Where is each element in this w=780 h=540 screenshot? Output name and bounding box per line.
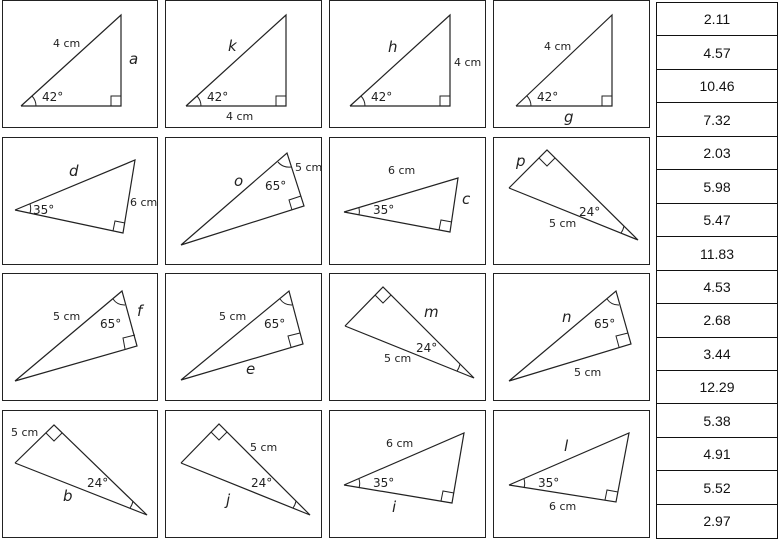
side-label: 5 cm — [295, 161, 323, 174]
triangle-diagram — [494, 274, 651, 402]
answer-box: 3.44 — [656, 337, 778, 372]
unknown-label: j — [226, 491, 231, 509]
side-label: 4 cm — [53, 37, 81, 50]
answer-box: 2.03 — [656, 136, 778, 171]
answer-box: 5.47 — [656, 203, 778, 238]
answer-box: 2.68 — [656, 303, 778, 338]
triangle-diagram — [494, 1, 651, 129]
triangle-diagram — [330, 274, 487, 402]
triangle-card-15 — [329, 410, 486, 538]
triangle-card-13 — [2, 410, 158, 538]
triangle-diagram — [330, 138, 487, 266]
angle-label: 35° — [538, 476, 560, 490]
side-label: 6 cm — [386, 437, 414, 450]
side-label: 5 cm — [11, 426, 39, 439]
answer-box: 5.38 — [656, 403, 778, 438]
angle-label: 42° — [207, 90, 229, 104]
answer-box: 11.83 — [656, 236, 778, 271]
triangle-diagram — [3, 138, 159, 266]
answer-box: 12.29 — [656, 370, 778, 405]
angle-label: 65° — [265, 179, 287, 193]
angle-label: 65° — [594, 317, 616, 331]
unknown-label: m — [424, 303, 439, 321]
triangle-diagram — [330, 411, 487, 539]
triangle-card-5 — [2, 137, 158, 265]
side-label: 5 cm — [219, 310, 247, 323]
unknown-label: f — [137, 302, 143, 320]
triangle-diagram — [330, 1, 487, 129]
unknown-label: a — [129, 50, 139, 68]
angle-label: 35° — [33, 203, 55, 217]
triangle-diagram — [3, 274, 159, 402]
side-label: 5 cm — [53, 310, 81, 323]
answer-box: 5.52 — [656, 470, 778, 505]
side-label: 4 cm — [544, 40, 572, 53]
triangle-card-1 — [2, 0, 158, 128]
angle-label: 24° — [416, 341, 438, 355]
unknown-label: b — [63, 487, 73, 505]
unknown-label: h — [388, 38, 398, 56]
triangle-diagram — [166, 1, 323, 129]
side-label: 5 cm — [384, 352, 412, 365]
triangle-card-3 — [329, 0, 486, 128]
triangle-card-7 — [329, 137, 486, 265]
angle-label: 24° — [251, 476, 273, 490]
unknown-label: i — [392, 498, 397, 516]
unknown-label: c — [462, 190, 471, 208]
triangle-card-10 — [165, 273, 322, 401]
angle-label: 42° — [537, 90, 559, 104]
triangle-card-11 — [329, 273, 486, 401]
triangle-diagram — [494, 138, 651, 266]
triangle-card-2 — [165, 0, 322, 128]
triangle-diagram — [3, 411, 159, 539]
side-label: 5 cm — [250, 441, 278, 454]
triangle-card-12 — [493, 273, 650, 401]
triangle-card-6 — [165, 137, 322, 265]
answer-box: 10.46 — [656, 69, 778, 104]
unknown-label: k — [228, 37, 237, 55]
angle-label: 42° — [42, 90, 64, 104]
triangle-card-16 — [493, 410, 650, 538]
unknown-label: o — [234, 172, 244, 190]
unknown-label: l — [564, 437, 569, 455]
triangle-card-4 — [493, 0, 650, 128]
angle-label: 35° — [373, 203, 395, 217]
side-label: 5 cm — [574, 366, 602, 379]
answer-box: 4.53 — [656, 270, 778, 305]
side-label: 6 cm — [549, 500, 577, 513]
answer-box: 2.97 — [656, 504, 778, 539]
unknown-label: g — [564, 108, 574, 126]
angle-label: 42° — [371, 90, 393, 104]
answer-box: 5.98 — [656, 169, 778, 204]
angle-label: 24° — [87, 476, 109, 490]
triangle-card-8 — [493, 137, 650, 265]
angle-label: 35° — [373, 476, 395, 490]
angle-label: 24° — [579, 205, 601, 219]
unknown-label: p — [516, 152, 526, 170]
triangle-card-14 — [165, 410, 322, 538]
triangle-diagram — [166, 411, 323, 539]
answer-box: 4.91 — [656, 437, 778, 472]
answer-box: 2.11 — [656, 2, 778, 37]
unknown-label: n — [562, 308, 572, 326]
side-label: 4 cm — [454, 56, 482, 69]
answer-box: 4.57 — [656, 35, 778, 70]
answer-box: 7.32 — [656, 102, 778, 137]
unknown-label: e — [246, 360, 256, 378]
triangle-diagram — [3, 1, 159, 129]
side-label: 6 cm — [388, 164, 416, 177]
side-label: 5 cm — [549, 217, 577, 230]
triangle-diagram — [494, 411, 651, 539]
unknown-label: d — [69, 162, 79, 180]
side-label: 6 cm — [130, 196, 158, 209]
angle-label: 65° — [264, 317, 286, 331]
triangle-card-9 — [2, 273, 158, 401]
triangle-diagram — [166, 274, 323, 402]
triangle-diagram — [166, 138, 323, 266]
side-label: 4 cm — [226, 110, 254, 123]
angle-label: 65° — [100, 317, 122, 331]
